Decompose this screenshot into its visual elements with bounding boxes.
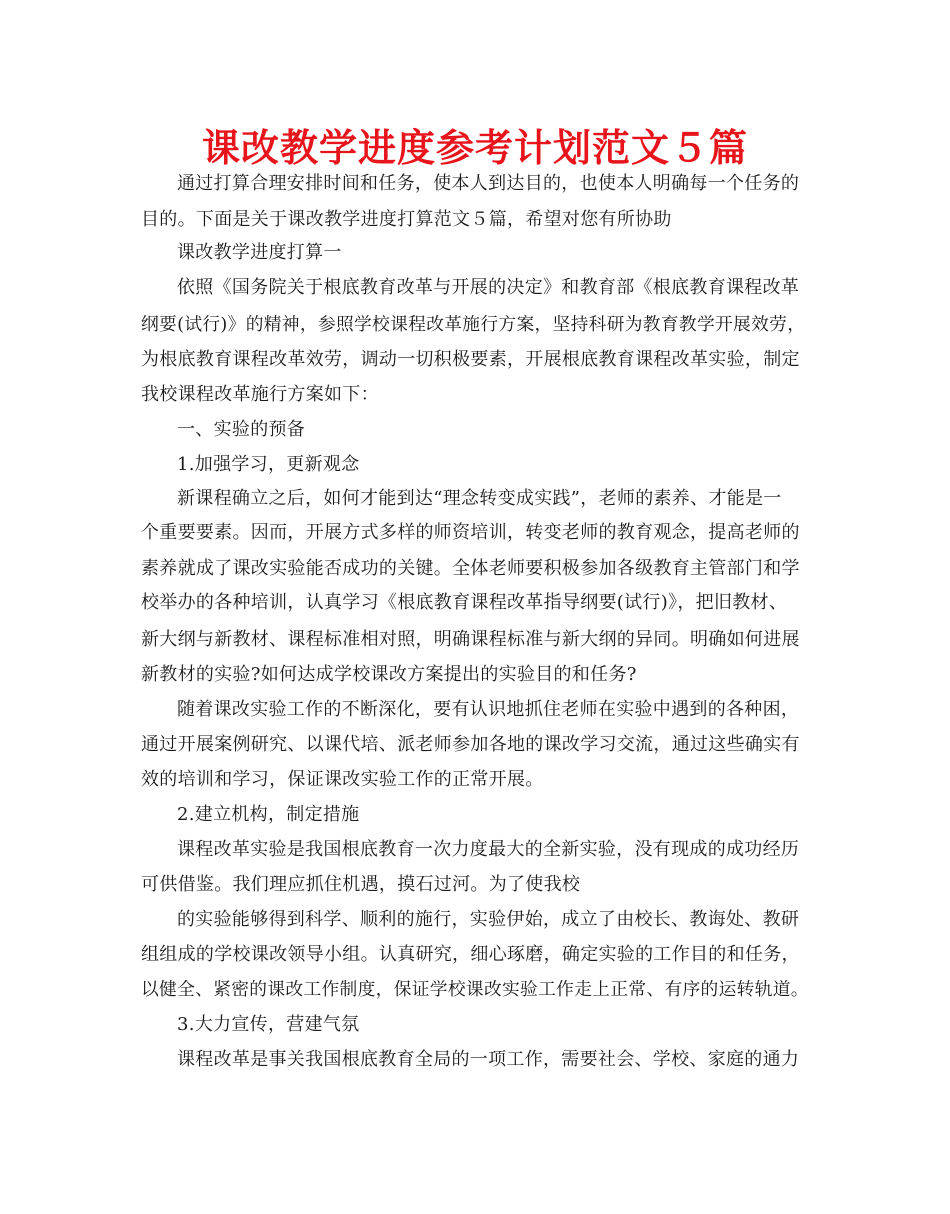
document-title: 课改教学进度参考计划范文５篇 <box>201 126 748 170</box>
paragraph-line: 以健全、紧密的课改工作制度，保证学校课改实验工作走上正常、有序的运转轨道。 <box>141 980 809 1000</box>
paragraph-line: 随着课改实验工作的不断深化，要有认识地抓住老师在实验中遇到的各种困， <box>177 699 800 720</box>
paragraph-line: 个重要要素。因而，开展方式多样的师资培训，转变老师的教育观念，提高老师的 <box>141 522 800 543</box>
paragraph-line: 课程改革是事关我国根底教育全局的一项工作，需要社会、学校、家庭的通力 <box>177 1049 800 1070</box>
subsection-heading: 1.加强学习，更新观念 <box>177 454 360 475</box>
subsection-heading: 2.建立机构，制定措施 <box>177 804 360 825</box>
paragraph-line: 可供借鉴。我们理应抓住机遇，摸石过河。为了使我校 <box>141 874 581 895</box>
paragraph-line: 为根底教育课程改革效劳，调动一切积极要素，开展根底教育课程改革实验，制定 <box>141 349 800 370</box>
paragraph-line: 素养就成了课改实验能否成功的关键。全体老师要积极参加各级教育主管部门和学 <box>141 558 800 579</box>
section-heading: 一、实验的预备 <box>177 419 306 440</box>
section-heading: 课改教学进度打算一 <box>177 242 342 263</box>
paragraph-line: 效的培训和学习，保证课改实验工作的正常开展。 <box>141 769 544 790</box>
paragraph-line: 新课程确立之后，如何才能到达“理念转变成实践”，老师的素养、才能是一 <box>177 488 782 509</box>
paragraph-line: 纲要(试行)》的精神，参照学校课程改革施行方案，坚持科研为教育教学开展效劳， <box>141 315 806 335</box>
paragraph-line: 新教材的实验?如何达成学校课改方案提出的实验目的和任务? <box>141 664 637 685</box>
paragraph-line: 的实验能够得到科学、顺利的施行，实验伊始，成立了由校长、教诲处、教研 <box>177 909 800 930</box>
paragraph-line: 通过打算合理安排时间和任务，使本人到达目的，也使本人明确每一个任务的 <box>177 173 800 194</box>
paragraph-line: 校举办的各种培训，认真学习《根底教育课程改革指导纲要(试行)》，把旧教材、 <box>141 592 788 613</box>
subsection-heading: 3.大力宣传，营建气氛 <box>177 1014 360 1035</box>
paragraph-line: 通过开展案例研究、以课代培、派老师参加各地的课改学习交流，通过这些确实有 <box>141 734 800 755</box>
paragraph-line: 新大纲与新教材、课程标准相对照，明确课程标准与新大纲的异同。明确如何进展 <box>141 629 800 650</box>
paragraph-line: 我校课程改革施行方案如下： <box>141 384 379 405</box>
paragraph-line: 组组成的学校课改领导小组。认真研究，细心琢磨，确定实验的工作目的和任务， <box>141 944 800 965</box>
paragraph-line: 目的。下面是关于课改教学进度打算范文５篇，希望对您有所协助 <box>141 209 672 230</box>
paragraph-line: 课程改革实验是我国根底教育一次力度最大的全新实验，没有现成的成功经历 <box>177 839 800 860</box>
paragraph-line: 依照《国务院关于根底教育改革与开展的决定》和教育部《根底教育课程改革 <box>177 277 800 298</box>
